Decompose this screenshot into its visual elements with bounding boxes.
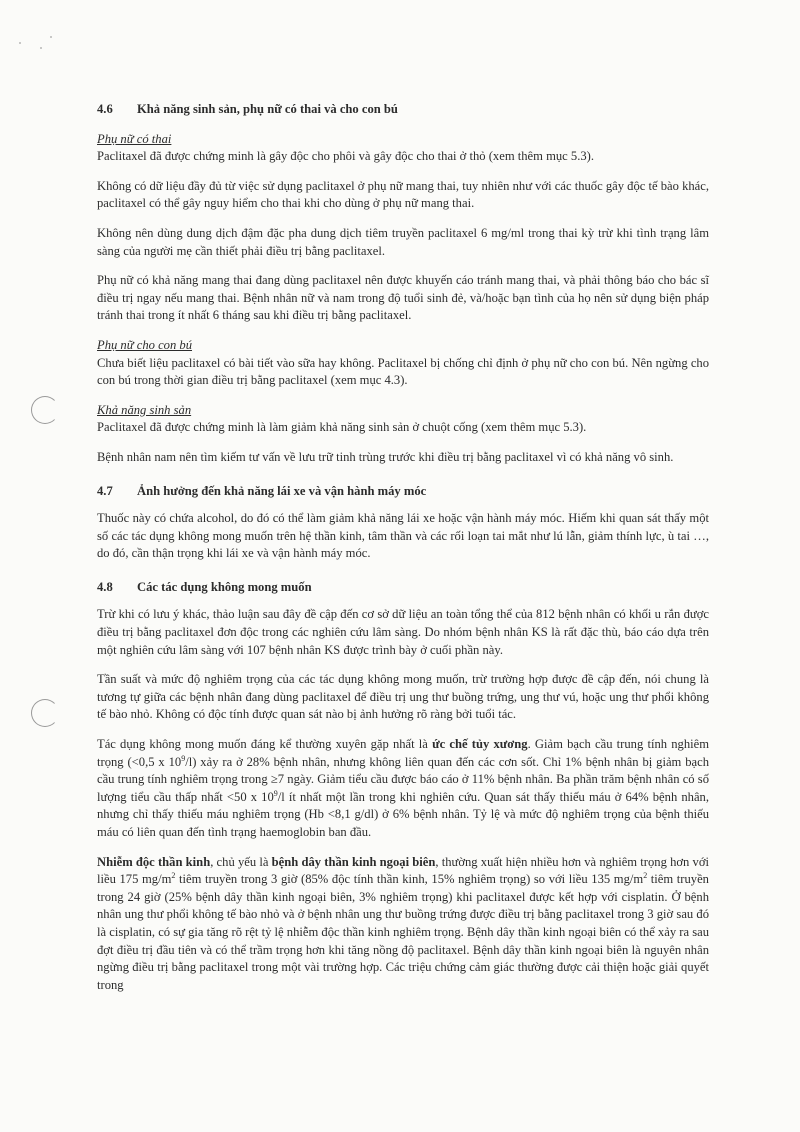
paragraph: Không có dữ liệu đầy đủ từ việc sử dụng paclitaxel ở phụ nữ mang thai, tuy nhiên như với các thuốc gây độc tế bào khác, paclitaxel có thể gây nguy hiểm cho thai khi cho dùng ở phụ nữ mang thai. <box>97 178 709 211</box>
paragraph: Bệnh nhân nam nên tìm kiếm tư vấn về lưu trữ tinh trùng trước khi điều trị bằng paclitaxel vì có khả năng vô sinh. <box>97 449 674 464</box>
subheading-breastfeeding: Phụ nữ cho con bú <box>97 337 193 352</box>
subheading-pregnancy: Phụ nữ có thai <box>97 131 172 146</box>
paragraph: Paclitaxel đã được chứng minh là làm giảm khả năng sinh sản ở chuột cống (xem thêm mục 5.3). <box>97 420 587 435</box>
paragraph: Không nên dùng dung dịch đậm đặc pha dung dịch tiêm truyền paclitaxel 6 mg/ml trong thai kỳ trừ khi tình trạng lâm sàng của người mẹ cần thiết phải điều trị bằng paclitaxel. <box>97 225 709 258</box>
scan-speck <box>50 36 52 38</box>
paragraph: Phụ nữ có khả năng mang thai đang dùng paclitaxel nên được khuyến cáo tránh mang thai, và phải thông báo cho bác sĩ điều trị ngay nếu mang thai. Bệnh nhân nữ và nam trong độ tuổi sinh đẻ, và/hoặc bạn tình của họ nên sử dụng biện pháp tránh thai trong ít nhất 6 tháng sau khi điều trị bằng paclitaxel. <box>97 273 709 323</box>
section-number: 4.8 <box>97 579 113 594</box>
section-title: Các tác dụng không mong muốn <box>137 579 312 594</box>
bold-term: Nhiễm độc thần kinh <box>97 854 211 869</box>
document-body <box>97 101 709 1006</box>
scan-speck <box>40 47 42 49</box>
section-heading-4-6 <box>97 101 709 119</box>
section-title: Ảnh hưởng đến khả năng lái xe và vận hành máy móc <box>137 483 427 498</box>
section-title: Khả năng sinh sản, phụ nữ có thai và cho con bú <box>137 102 398 116</box>
paragraph-myelosuppression: Tác dụng không mong muốn đáng kể thường xuyên gặp nhất là ức chế tủy xương. Giảm bạch cầu trung tính nghiêm trọng (<0,5 x $10^9/l$) xảy ra ở 28% bệnh nhân, nhưng không liên quan đến các cơn sốt. Chỉ 1% bệnh nhân bị giảm bạch cầu trung tính nghiêm trọng trong ≥7 ngày. Giảm tiểu cầu được báo cáo ở 11% bệnh nhân. Ba phần trăm bệnh nhân có số lượng tiểu cầu thấp nhất <50 x $10^9/l$ ít nhất một lần trong khi nghiên cứu. Quan sát thấy thiếu máu ở 64% bệnh nhân, nhưng chỉ thấy thiếu máu nghiêm trọng (Hb <8,1 g/dl) ở 6% bệnh nhân. Tỷ lệ và mức độ nghiêm trọng của bệnh thiếu máu có liên quan đến tình trạng haemoglobin ban đầu. <box>97 737 709 839</box>
section-number: 4.7 <box>97 483 113 498</box>
paragraph: Trừ khi có lưu ý khác, thảo luận sau đây đề cập đến cơ sở dữ liệu an toàn tổng thể của 812 bệnh nhân có khối u rắn được điều trị bằng paclitaxel đơn độc trong các nghiên cứu lâm sàng. Do nhóm bệnh nhân KS là rất đặc thù, báo cáo dựa trên một nghiên cứu lâm sàng với 107 bệnh nhân KS được trình bày ở cuối phần này. <box>97 607 709 657</box>
paragraph: Tần suất và mức độ nghiêm trọng của các tác dụng không mong muốn, trừ trường hợp được đề cập đến, nói chung là tương tự giữa các bệnh nhân đang dùng paclitaxel để điều trị ung thư buồng trứng, ung thư vú, hoặc ung thư phổi không tế bào nhỏ. Không có độc tính được quan sát nào bị ảnh hưởng rõ ràng bởi tuổi tác. <box>97 672 709 722</box>
punch-hole-mark <box>31 396 59 424</box>
subheading-fertility: Khả năng sinh sản <box>97 402 192 417</box>
paragraph: Chưa biết liệu paclitaxel có bài tiết vào sữa hay không. Paclitaxel bị chống chỉ định ở phụ nữ cho con bú. Nên ngừng cho con bú trong thời gian điều trị bằng paclitaxel (xem mục 4.3). <box>97 355 709 388</box>
section-heading-4-8 <box>97 579 709 597</box>
paragraph-neurotoxicity: Nhiễm độc thần kinh, chủ yếu là bệnh dây thần kinh ngoại biên, thường xuất hiện nhiều hơn và nghiêm trọng hơn với liều 175 $mg/m^2$ tiêm truyền trong 3 giờ (85% độc tính thần kinh, 15% nghiêm trọng) so với liều 135 $mg/m^2$ tiêm truyền trong 24 giờ (25% bệnh dây thần kinh ngoại biên, 3% nghiêm trọng) khi paclitaxel được kết hợp với cisplatin. Ở bệnh nhân ung thư phổi không tế bào nhỏ và ở bệnh nhân ung thư buồng trứng được điều trị bằng paclitaxel trong 3 giờ sau đó là cisplatin, có sự gia tăng rõ rệt tỷ lệ nhiễm độc thần kinh nghiêm trọng. Bệnh dây thần kinh ngoại biên có thể xảy ra sau đợt điều trị đầu tiên và có thể trầm trọng hơn khi tăng nồng độ paclitaxel. Bệnh dây thần kinh ngoại biên là nguyên nhân ngừng điều trị bằng paclitaxel trong một vài trường hợp. Các triệu chứng cảm giác thường được cải thiện hoặc giải quyết trong <box>97 854 710 992</box>
paragraph: Thuốc này có chứa alcohol, do đó có thể làm giảm khả năng lái xe hoặc vận hành máy móc. Hiếm khi quan sát thấy một số các tác dụng không mong muốn trên hệ thần kinh, tâm thần và các rối loạn tai mắt như lú lẫn, giảm thính lực, ù tai …, do đó, cần thận trọng khi lái xe và vận hành máy móc. <box>97 511 709 561</box>
section-number: 4.6 <box>97 102 113 116</box>
scan-speck <box>19 42 21 44</box>
paragraph: Paclitaxel đã được chứng minh là gây độc cho phôi và gây độc cho thai ở thỏ (xem thêm mục 5.3). <box>97 149 595 164</box>
punch-hole-mark <box>31 699 59 727</box>
section-heading-4-7 <box>97 483 709 501</box>
bold-term: bệnh dây thần kinh ngoại biên <box>271 854 436 869</box>
bold-term: ức chế tủy xương <box>432 737 528 752</box>
